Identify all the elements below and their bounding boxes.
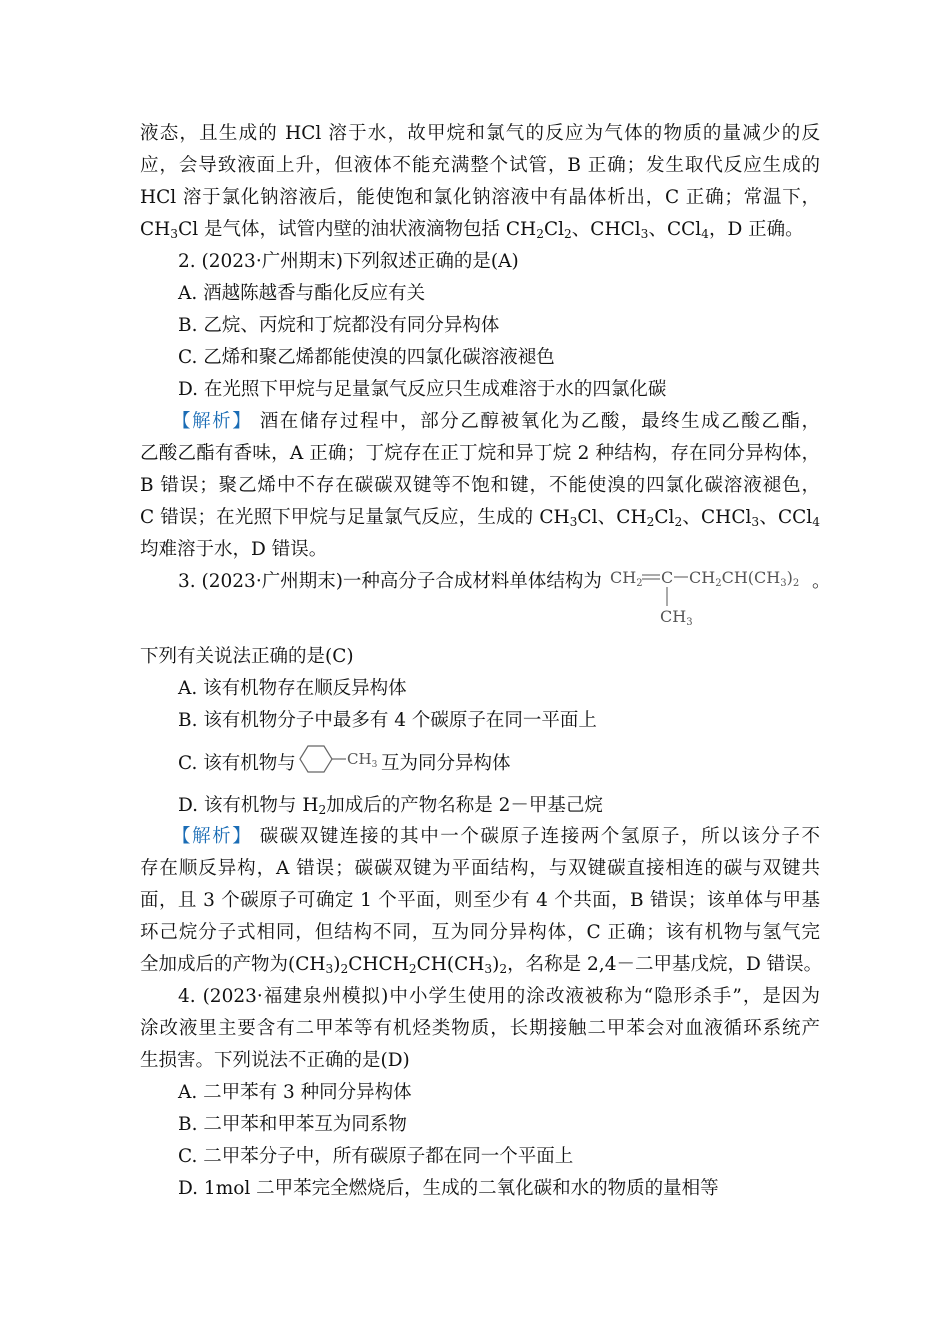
q4-stem-line-2: 涂改液里主要含有二甲苯等有机烃类物质，长期接触二甲苯会对血液循环系统产	[140, 1018, 820, 1039]
q3-analysis-line-3: 面，且 3 个碳原子可确定 1 个平面，则至少有 4 个共面，B 错误；该单体与甲基	[140, 890, 820, 911]
svg-text:CH2CH(CH3)2: CH2CH(CH3)2	[689, 568, 800, 589]
methylcyclohexane-structure	[298, 744, 382, 774]
q2-analysis-tag: 【解析】	[172, 411, 253, 432]
intro-line-4: $CH_3Cl$ 是气体，试管内壁的油状液滴物包括 $CH_2Cl_2$、CHCl$_3$、CCl$_4$，D 正确。	[140, 219, 804, 242]
q2-analysis-line-1: 【解析】 酒在储存过程中，部分乙醇被氧化为乙酸，最终生成乙酸乙酯，	[172, 411, 820, 432]
q3-stem: 3. (2023·广州期末)一种高分子合成材料单体结构为	[178, 571, 602, 592]
q2-option-d: D. 在光照下甲烷与足量氯气反应只生成难溶于水的四氯化碳	[178, 379, 667, 400]
q4-option-b: B. 二甲苯和甲苯互为同系物	[178, 1114, 407, 1135]
q4-option-c: C. 二甲苯分子中，所有碳原子都在同一个平面上	[178, 1146, 574, 1167]
intro-line-1: 液态，且生成的 HCl 溶于水，故甲烷和氯气的反应为气体的物质的量减少的反	[140, 123, 820, 144]
q3-option-a: A. 该有机物存在顺反异构体	[178, 678, 407, 699]
svg-text:CH3: CH3	[660, 607, 693, 628]
q3-analysis-line-5: 全加成后的产物为$(CH_3)_2CHCH_2CH(CH_3)_2$，名称是 2,4－二甲基戊烷，D 错误。	[140, 954, 823, 977]
q3-analysis-line-1: 【解析】 碳碳双键连接的其中一个碳原子连接两个氢原子，所以该分子不	[172, 826, 820, 847]
q3-stem-2: 下列有关说法正确的是(C)	[140, 646, 354, 667]
q3-analysis-line-2: 存在顺反异构，A 错误；碳碳双键为平面结构，与双键碳直接相连的碳与双键共	[140, 858, 820, 879]
q3-analysis-tag: 【解析】	[172, 826, 253, 847]
q3-option-c-prefix: C. 该有机物与	[178, 753, 296, 774]
q3-option-d: D. 该有机物与 $H_2$加成后的产物名称是 2－甲基己烷	[178, 795, 603, 818]
q3-analysis-line-4: 环己烷分子式相同，但结构不同，互为同分异构体，C 正确；该有机物与氢气完	[140, 922, 820, 943]
q2-option-b: B. 乙烷、丙烷和丁烷都没有同分异构体	[178, 315, 500, 336]
q2-analysis-line-5: 均难溶于水，D 错误。	[140, 539, 328, 560]
q3-stem-end: 。	[812, 571, 831, 592]
intro-line-3: HCl 溶于氯化钠溶液后，能使饱和氯化钠溶液中有晶体析出，C 正确；常温下，	[140, 187, 820, 208]
q4-option-a: A. 二甲苯有 3 种同分异构体	[178, 1082, 412, 1103]
q2-stem: 2. (2023·广州期末)下列叙述正确的是(A)	[178, 251, 519, 272]
q4-option-d: D. 1mol 二甲苯完全燃烧后，生成的二氧化碳和水的物质的量相等	[178, 1178, 719, 1199]
q4-stem-line-3: 生损害。下列说法不正确的是(D)	[140, 1050, 410, 1071]
monomer-structure-formula	[608, 566, 838, 630]
q2-option-c: C. 乙烯和聚乙烯都能使溴的四氯化碳溶液褪色	[178, 347, 555, 368]
q3-option-b: B. 该有机物分子中最多有 4 个碳原子在同一平面上	[178, 710, 597, 731]
intro-line-2: 应，会导致液面上升，但液体不能充满整个试管，B 正确；发生取代反应生成的	[140, 155, 820, 176]
svg-text:C: C	[661, 568, 674, 587]
svg-text:CH3: $CH_3$	[347, 750, 378, 770]
q2-analysis-line-4: C 错误；在光照下甲烷与足量氯气反应，生成的 $CH_3Cl$、$CH_2Cl_2$、CHCl$_3$、CCl$_4$	[140, 507, 820, 530]
q2-analysis-line-3: B 错误；聚乙烯中不存在碳碳双键等不饱和键，不能使溴的四氯化碳溶液褪色，	[140, 475, 820, 496]
svg-text:CH2: CH2	[610, 568, 643, 589]
q2-analysis-line-2: 乙酸乙酯有香味，A 正确；丁烷存在正丁烷和异丁烷 2 种结构，存在同分异构体，	[140, 443, 820, 464]
q2-option-a: A. 酒越陈越香与酯化反应有关	[178, 283, 426, 304]
q4-stem-line-1: 4. (2023·福建泉州模拟)中小学生使用的涂改液被称为“隐形杀手”，是因为	[178, 986, 820, 1007]
q3-option-c-suffix: 互为同分异构体	[381, 753, 511, 774]
